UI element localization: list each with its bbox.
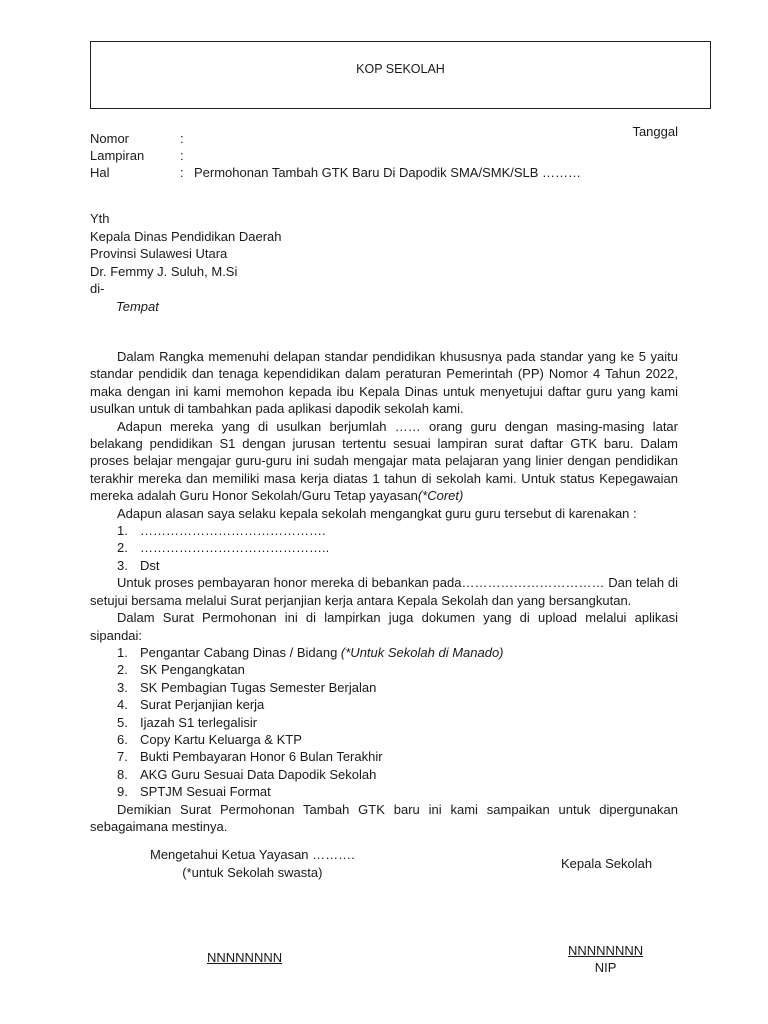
- list-text-main: Pengantar Cabang Dinas / Bidang: [140, 644, 341, 660]
- list-number: 5.: [117, 714, 128, 730]
- list-number: 4.: [117, 697, 128, 713]
- list-text: [140, 644, 504, 661]
- paragraph-note: (*Coret): [417, 488, 464, 504]
- letter-meta: [90, 130, 581, 181]
- meta-row-hal: [90, 164, 581, 181]
- date-label: Tanggal: [632, 124, 678, 139]
- signature-left-name: NNNNNNNN: [207, 950, 283, 965]
- list-text: Ijazah S1 terlegalisir: [140, 714, 258, 730]
- list-item: [90, 679, 678, 696]
- meta-key: Hal: [90, 165, 110, 180]
- paragraph: Dalam Surat Permohonan ini di lampirkan juga dokumen yang di upload melalui aplikasi sipandai:: [90, 610, 678, 643]
- paragraph-text: Adapun mereka yang di usulkan berjumlah …… orang guru dengan masing-masing latar belakang pendidikan S1 dengan jurusan tertentu sesuai lampiran surat daftar GTK baru. Dalam proses belajar mengajar guru-guru ini sudah mengajar mata pelajaran yang linier dengan pendidikan terakhir mereka dan memiliki masa kerja diatas 1 tahun di sekolah kami. Untuk status Kepegawaian mereka adalah Guru Honor Sekolah/Guru Tetap yayasan: [90, 418, 678, 504]
- list-item: [90, 714, 678, 731]
- list-text-note: (*Untuk Sekolah di Manado): [340, 644, 504, 660]
- list-text: SPTJM Sesuai Format: [140, 784, 271, 800]
- signature-right-name: NNNNNNNN: [568, 943, 644, 958]
- meta-colon: :: [180, 131, 184, 146]
- list-text: Copy Kartu Keluarga & KTP: [140, 731, 302, 747]
- list-number: 9.: [117, 784, 128, 800]
- address-tempat: Tempat: [116, 298, 159, 314]
- list-text: Bukti Pembayaran Honor 6 Bulan Terakhir: [140, 749, 383, 765]
- meta-colon: :: [180, 148, 184, 163]
- recipient-address: [90, 210, 282, 315]
- list-item: [90, 522, 678, 539]
- address-yth: Yth: [90, 211, 110, 226]
- list-item: [90, 539, 678, 556]
- list-text: SK Pengangkatan: [140, 662, 245, 678]
- list-item: [90, 557, 678, 574]
- list-number: 1.: [117, 644, 128, 660]
- meta-value: Permohonan Tambah GTK Baru Di Dapodik SMA/SMK/SLB ………: [194, 165, 582, 180]
- list-text: Dst: [140, 557, 160, 573]
- list-text: SK Pembagian Tugas Semester Berjalan: [140, 679, 377, 695]
- signature-left-title: Mengetahui Ketua Yayasan ……….: [150, 847, 355, 862]
- list-number: 8.: [117, 766, 128, 782]
- list-number: 3.: [117, 679, 128, 695]
- paragraph: Adapun alasan saya selaku kepala sekolah mengangkat guru guru tersebut di karenakan :: [117, 505, 637, 521]
- list-item: [90, 783, 678, 800]
- list-item: [90, 766, 678, 783]
- meta-key: Nomor: [90, 131, 130, 146]
- signature-left-block: [150, 846, 355, 881]
- attachments-list: [90, 644, 678, 801]
- list-item: [90, 661, 678, 678]
- list-number: 7.: [117, 749, 128, 765]
- signature-right-title: Kepala Sekolah: [561, 856, 653, 871]
- letterhead-box: [90, 41, 711, 109]
- list-number: 1.: [117, 523, 128, 539]
- paragraph: Dalam Rangka memenuhi delapan standar pendidikan khususnya pada standar yang ke 5 yaitu standar pendidik dan tenaga kependidikan dalam peraturan Pemerintah (PP) Nomor 4 Tahun 2022, maka dengan ini kami memohon kepada ibu Kepala Dinas untuk menyetujui daftar guru yang kami usulkan untuk di tambahkan pada aplikasi dapodik sekolah kami.: [90, 349, 678, 417]
- meta-key: Lampiran: [90, 148, 145, 163]
- signature-right-block: [568, 943, 643, 976]
- paragraph: [90, 418, 678, 505]
- meta-row-nomor: [90, 130, 581, 147]
- list-text: Surat Perjanjian kerja: [140, 697, 265, 713]
- meta-row-lampiran: [90, 147, 581, 164]
- paragraph: Demikian Surat Permohonan Tambah GTK baru ini kami sampaikan untuk dipergunakan sebagaimana mestinya.: [90, 801, 678, 834]
- list-item: [90, 748, 678, 765]
- address-line: Dr. Femmy J. Suluh, M.Si: [90, 263, 238, 279]
- letterhead-title: KOP SEKOLAH: [356, 62, 445, 76]
- meta-colon: :: [180, 165, 184, 180]
- signature-right-nip: NIP: [594, 959, 617, 975]
- address-line: Provinsi Sulawesi Utara: [90, 246, 228, 261]
- list-number: 6.: [117, 731, 128, 747]
- list-item: [90, 696, 678, 713]
- list-number: 3.: [117, 557, 128, 573]
- list-number: 2.: [117, 540, 128, 556]
- list-text: ……………………………………..: [140, 540, 330, 556]
- list-text: …………………………………….: [140, 523, 326, 539]
- list-item: [90, 644, 678, 661]
- reasons-list: [90, 522, 678, 574]
- address-line: di-: [90, 281, 105, 296]
- paragraph: Untuk proses pembayaran honor mereka di bebankan pada…………………………… Dan telah di setujui bersama melalui Surat perjanjian kerja antara Kepala Sekolah dan yang bersangkutan.: [90, 575, 678, 608]
- signature-left-note: (*untuk Sekolah swasta): [182, 864, 323, 880]
- list-item: [90, 731, 678, 748]
- letter-body: [90, 348, 678, 835]
- address-line: Kepala Dinas Pendidikan Daerah: [90, 228, 282, 244]
- list-text: AKG Guru Sesuai Data Dapodik Sekolah: [140, 766, 377, 782]
- list-number: 2.: [117, 662, 128, 678]
